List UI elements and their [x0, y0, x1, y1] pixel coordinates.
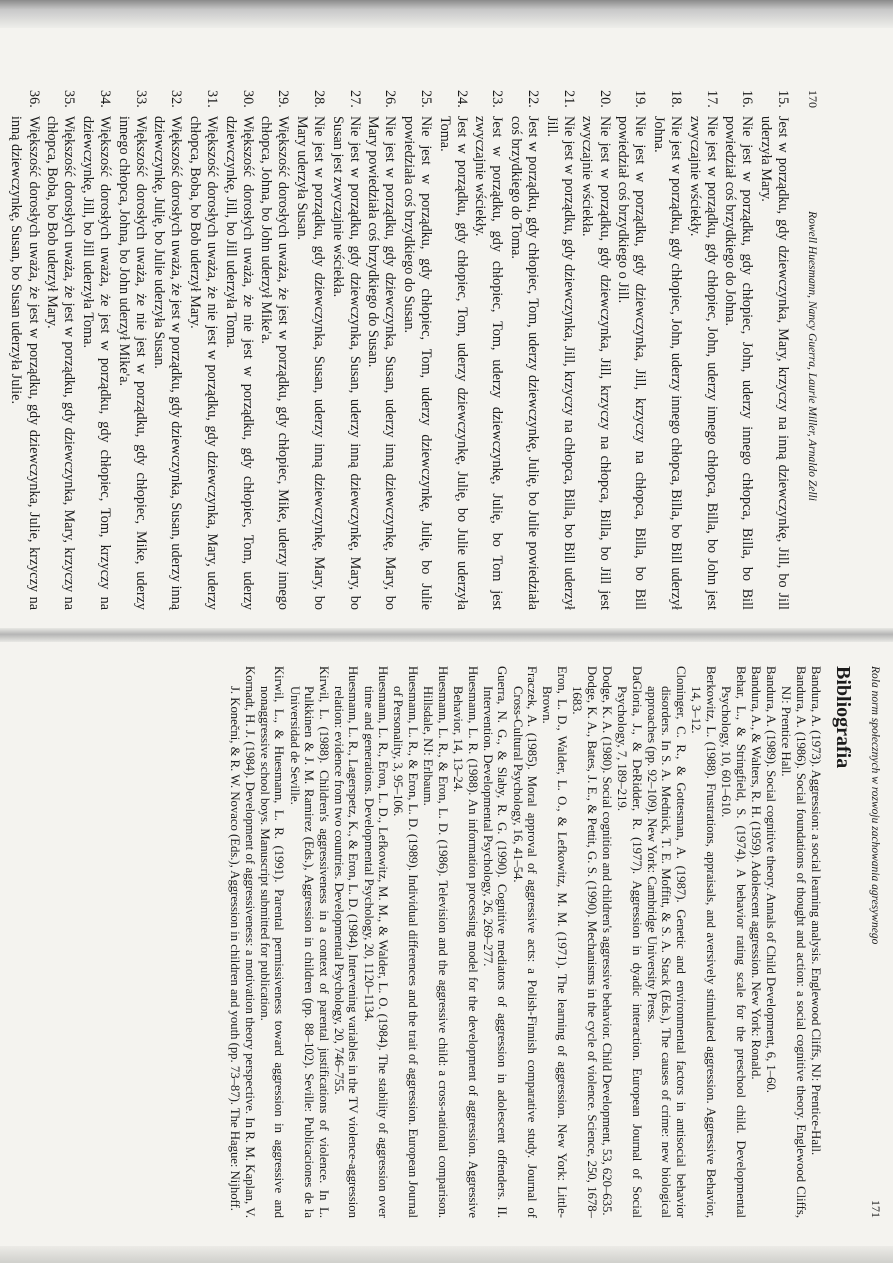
item-text: Większość dorosłych uważa, że nie jest w porządku, gdy dziewczynka, Mary, uderzy chłopca, Boba, bo Bob uderzył Mary.	[186, 116, 220, 610]
item-text: Nie jest w porządku, gdy dziewczynka, Jill, krzyczy na chłopca, Billa, bo Bill uderzył Jill.	[543, 116, 577, 610]
item-number: 28.	[311, 90, 328, 108]
item-number: 23.	[489, 90, 506, 108]
list-item	[400, 90, 434, 610]
reference-entry: Huesmann, L. R. (1988). An information processing model for the development of aggression. Aggressive Behavior, 14, 13–24.	[451, 666, 480, 1218]
list-item	[186, 90, 220, 610]
item-number: 16.	[739, 90, 756, 108]
item-number: 18.	[667, 90, 684, 108]
item-number: 31.	[204, 90, 220, 108]
item-text: Większość dorosłych uważa, że nie jest w porządku, gdy chłopiec, Tom, uderzy dziewczynkę, Jill, bo Jill uderzyła Toma.	[222, 116, 256, 610]
page-number-171: 171	[869, 1200, 883, 1218]
list-item	[578, 90, 612, 610]
list-item	[7, 90, 41, 610]
item-text: Nie jest w porządku, gdy chłopiec, Tom, uderzy dziewczynkę, Julię, bo Julie powiedziała coś brzydkiego do Susan.	[401, 116, 435, 610]
list-item	[471, 90, 505, 610]
reference-entry: Cloninger, C. R., & Gottesman, A. (1987). Genetic and environmental factors in antisocial behavior disorders. In S. A. Mednick, T. E. Moffitt, & S. A. Stack (Eds.), The causes of crime: new biological approaches (pp. 92–109). New York: Cambridge University Press.	[644, 666, 689, 1218]
item-text: Nie jest w porządku, gdy dziewczynka, Jill, krzyczy na chłopca, Billa, bo Bill powiedział coś brzydkiego o Jill.	[615, 116, 649, 610]
item-number: 26.	[382, 90, 399, 108]
item-number: 20.	[596, 90, 613, 108]
reference-entry: Bandura, A. (1986). Social foundations of thought and action: a social cognitive theory. Englewood Cliffs, NJ: Prentice Hall.	[779, 666, 808, 1218]
list-item	[436, 90, 470, 610]
item-text: Większość dorosłych uważa, że jest w porządku, gdy dziewczynka, Julie, krzyczy na inną dziewczynkę, Susan, bo Susan uderzyła Julie.	[8, 116, 42, 610]
reference-entry: Bandura, A., & Walters, R. H. (1959). Adolescent aggression. New York: Ronald.	[748, 666, 763, 1080]
reference-entry: Huesmann, L. R., & Eron, L. D. (1989). Individual differences and the trait of aggression. European Journal of Personality, 3, 95–106.	[391, 666, 421, 1218]
page-170	[8, 90, 826, 610]
running-head-authors: Rowell Huesmann, Nancy Guerra, Laurie Miller, Arnaldo Zelli	[806, 211, 818, 501]
reference-entry: Eron, L. D., Walder, L. O., & Lefkowitz, M. M. (1971). The learning of aggression. New York: Little-Brown.	[540, 666, 569, 1218]
book-gutter	[0, 628, 893, 642]
item-number: 19.	[632, 90, 649, 108]
running-head-170	[805, 90, 820, 610]
item-number: 15.	[775, 90, 791, 108]
item-text: Nie jest w porządku, gdy chłopiec, John, uderzy innego chłopca, Billa, bo Bill uderzył Johna.	[650, 116, 684, 610]
reference-entry: Kornadt, H. J. (1984). Development of aggressiveness: a motivation theory perspective. In R. M. Kaplan, V. J. Konečni, & R. W. Novaco (Eds.), Aggression in children and youth (pp. 73–87). The Hague: Nijhoff.	[227, 666, 257, 1218]
list-item	[293, 90, 327, 610]
reference-entry: Huesmann, L. R., Eron, L. D., Lefkowitz, M. M., & Walder, L. O. (1984). The stability of aggression over time and generations. Developmental Psychology, 20, 1120–1134.	[361, 666, 391, 1218]
item-text: Nie jest w porządku, gdy chłopiec, John, uderzy innego chłopca, Billa, bo John jest zwyczajnie wściekły.	[686, 116, 720, 610]
item-text: Nie jest w porządku, gdy dziewczynka, Susan, uderzy inną dziewczynkę, Mary, bo Susan jest zwyczajnie wściekła.	[329, 116, 363, 610]
list-item	[150, 90, 184, 610]
reference-entry: Bandura, A. (1973). Aggression: a social learning analysis. Englewood Cliffs, NJ: Prentice-Hall.	[809, 666, 823, 1156]
reference-list	[227, 666, 823, 1218]
list-item	[364, 90, 398, 610]
reference-entry: DaGloria, J., & DeRidder, R. (1977). Aggression in dyadic interaction. European Journal of Social Psychology, 7, 189–219.	[615, 666, 644, 1218]
list-item	[543, 90, 577, 610]
item-text: Jest w porządku, gdy chłopiec, Tom, uderzy dziewczynkę, Julię, bo Tom jest zwyczajnie wściekły.	[472, 116, 506, 610]
item-number: 34.	[96, 90, 113, 108]
scan-edge-top	[0, 0, 893, 28]
item-number: 32.	[168, 90, 185, 108]
page-171	[13, 652, 893, 1232]
item-number: 29.	[275, 90, 292, 108]
list-item	[43, 90, 77, 610]
list-item	[114, 90, 148, 610]
list-item	[685, 90, 719, 610]
list-item	[721, 90, 755, 610]
item-number: 21.	[560, 90, 577, 108]
questionnaire-items	[7, 90, 791, 610]
item-number: 24.	[453, 90, 470, 108]
list-item	[79, 90, 113, 610]
page-number-170: 170	[806, 90, 820, 108]
item-text: Nie jest w porządku, gdy chłopiec, John, uderzy innego chłopca, Billa, bo Bill powiedział coś brzydkiego do Johna.	[722, 116, 756, 610]
item-text: Jest w porządku, gdy chłopiec, Tom, uderzy dziewczynkę, Julię, bo Julie uderzyła Toma.	[436, 116, 470, 610]
item-text: Większość dorosłych uważa, że nie jest w porządku, gdy chłopiec, Mike, uderzy innego chłopca, Johna, bo John uderzył Mike'a.	[115, 116, 149, 610]
reference-entry: Dodge, K. A., Bates, J. E., & Pettit, G. S. (1990). Mechanisms in the cycle of violence. Science, 250, 1678–1683.	[570, 666, 599, 1218]
list-item	[614, 90, 648, 610]
item-number: 33.	[132, 90, 149, 108]
item-text: Nie jest w porządku, gdy dziewczynka, Susan, uderzy inną dziewczynkę, Mary, bo Mary uderzyła Susan.	[293, 116, 328, 610]
item-text: Nie jest w porządku, gdy dziewczynka, Susan, uderzy inną dziewczynkę, Mary, bo Mary powiedziała coś brzydkiego do Susan.	[365, 116, 399, 610]
running-head-171	[868, 666, 883, 1218]
list-item	[257, 90, 291, 610]
reference-entry: Kirwil, L., & Huesmann, L. R. (1991). Parental permissiveness toward aggression in aggressive and nonaggressive school boys. Manuscript submitted for publication.	[257, 666, 287, 1218]
bibliography-heading: Bibliografia	[832, 666, 854, 769]
item-number: 22.	[525, 90, 542, 108]
item-number: 25.	[418, 90, 435, 108]
item-text: Jest w porządku, gdy chłopiec, Tom, uderzy dziewczynkę, Julię, bo Julie powiedziała coś brzydkiego do Toma.	[508, 116, 542, 610]
reference-entry: Dodge, K. A. (1980). Social cognition and children's aggressive behavior. Child Development, 53, 620–635.	[599, 666, 614, 1216]
list-item	[222, 90, 256, 610]
reference-entry: Behar, L., & Stringfield, S. (1974). A behavior rating scale for the preschool child. Developmental Psychology, 10, 601–610.	[719, 666, 748, 1218]
item-number: 36.	[25, 90, 42, 108]
reference-entry: Bandura, A. (1989). Social cognitive theory. Annals of Child Development, 6, 1–60.	[764, 666, 779, 1093]
item-text: Jest w porządku, gdy dziewczynka, Mary, krzyczy na inną dziewczynkę, Jill, bo Jill uderzyła Mary.	[757, 116, 791, 610]
list-item	[507, 90, 541, 610]
list-item	[329, 90, 363, 610]
item-text: Większość dorosłych uważa, że jest w porządku, gdy chłopiec, Tom, krzyczy na dziewczynkę, Jill, bo Jill uderzyła Toma.	[79, 116, 113, 610]
item-text: Większość dorosłych uważa, że jest w porządku, gdy dziewczynka, Susan, uderzy inną dziewczynkę, Julię, bo Julie uderzyła Susan.	[151, 116, 185, 610]
reference-entry: Guerra, N. G., & Slaby, R. G. (1990). Cognitive mediators of aggression in adolescent offenders. II. Intervention. Developmental Psychology, 26, 269–277.	[480, 666, 510, 1218]
running-head-title: Rola norm społecznych w rozwoju zachowania agresywnego	[869, 666, 881, 945]
item-number: 35.	[61, 90, 78, 108]
list-item	[650, 90, 684, 610]
item-text: Większość dorosłych uważa, że jest w porządku, gdy chłopiec, Mike, uderzy innego chłopca, Johna, bo John uderzył Mike'a.	[258, 116, 292, 610]
reference-entry: Huesmann, L. R., & Eron, L. D. (1986). Television and the aggressive child: a cross-national comparison. Hillsdale, NJ: Erlbaum.	[421, 666, 450, 1218]
item-text: Większość dorosłych uważa, że jest w porządku, gdy dziewczynka, Mary, krzyczy na chłopca, Boba, bo Bob uderzył Mary.	[44, 116, 78, 610]
reference-entry: Berkowitz, L. (1988). Frustrations, appraisals, and aversively stimulated aggression. Aggressive Behavior, 14, 3–12.	[689, 666, 718, 1218]
item-number: 17.	[703, 90, 720, 108]
item-number: 30.	[239, 90, 256, 108]
scan-edge-bottom	[0, 1246, 893, 1263]
reference-entry: Huesmann, L. R., Lagerspetz, K., & Eron, L. D. (1984). Intervening variables in the TV violence-aggression relation: evidence from two countries. Developmental Psychology, 20, 746–755.	[331, 666, 361, 1218]
item-number: 27.	[346, 90, 363, 108]
item-text: Nie jest w porządku, gdy dziewczynka, Jill, krzyczy na chłopca, Billa, bo Jill jest zwyczajnie wściekła.	[579, 116, 613, 610]
list-item	[757, 90, 791, 610]
reference-entry: Fraczek, A. (1985). Moral approval of aggressive acts: a Polish-Finnish comparative study. Journal of Cross-Cultural Psychology, 16, 41–54.	[510, 666, 540, 1218]
reference-entry: Kirwil, L. (1988). Children's aggressiveness in a context of parental justifications of violence. In L. Pulkkinen & J. M. Ramirez (Eds.), Aggression in children (pp. 88–102). Seville: Publicaciones de la Universidad de Seville.	[287, 666, 331, 1218]
